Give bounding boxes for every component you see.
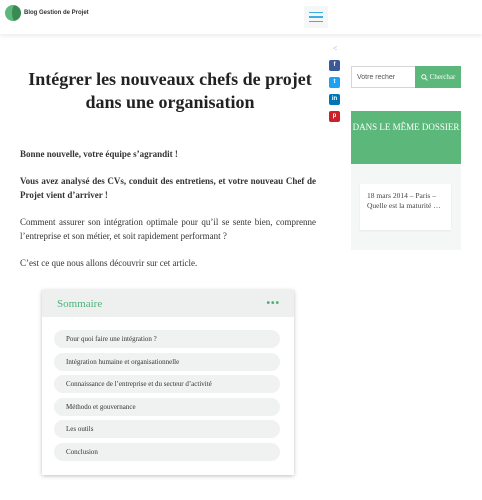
toc-item[interactable]: Intégration humaine et organisationnelle (54, 353, 280, 371)
search-button[interactable] (415, 66, 461, 88)
share-bar (329, 44, 341, 122)
article-title: Intégrer les nouveaux chefs de projet dans une organisation (28, 69, 312, 112)
search-input[interactable] (351, 66, 415, 88)
search-form (351, 66, 461, 88)
article-body (20, 147, 316, 270)
dossier-heading: DANS LE MÊME DOSSIER (351, 111, 461, 164)
linkedin-icon[interactable]: in (329, 94, 340, 105)
dossier-panel (351, 164, 461, 250)
dossier-article-card[interactable]: 18 mars 2014 – Paris – Quelle est la maturité … (360, 184, 451, 230)
intro-paragraph: Bonne nouvelle, votre équipe s’agrandit ! (20, 149, 178, 159)
site-logo[interactable] (5, 5, 89, 21)
logo-text: Blog Gestion de Projet (24, 10, 89, 16)
toc-item[interactable]: Les outils (54, 420, 280, 438)
facebook-icon[interactable]: f (329, 60, 340, 71)
site-header (0, 0, 482, 34)
search-button-label: Cherchar (429, 73, 456, 81)
hamburger-menu-icon[interactable] (304, 6, 328, 28)
toc-title: Sommaire (57, 297, 103, 310)
question-paragraph: Comment assurer son intégration optimale pour qu’il se sente bien, comprenne l’entreprise et son métier, et soit rapidement performant ? (20, 217, 316, 241)
toc-item[interactable]: Conclusion (54, 443, 280, 461)
share-icon: < (332, 44, 338, 53)
toc-item[interactable]: Connaissance de l’entreprise et du secteur d’activité (54, 375, 280, 393)
twitter-icon[interactable]: t (329, 77, 340, 88)
leaf-logo-icon (5, 5, 21, 21)
lead-paragraph: Vous avez analysé des CVs, conduit des entretiens, et votre nouveau Chef de Projet vient d’arriver ! (20, 176, 316, 200)
toc-item[interactable]: Pour quoi faire une intégration ? (54, 330, 280, 348)
toc-header[interactable] (42, 290, 294, 317)
search-icon (421, 74, 428, 81)
toc-list (42, 317, 294, 461)
announce-paragraph: C’est ce que nous allons découvrir sur cet article. (20, 258, 198, 268)
toc-toggle-icon[interactable]: ••• (266, 297, 280, 309)
toc-item[interactable]: Méthodo et gouvernance (54, 398, 280, 416)
pinterest-icon[interactable]: p (329, 111, 340, 122)
table-of-contents (42, 290, 294, 475)
